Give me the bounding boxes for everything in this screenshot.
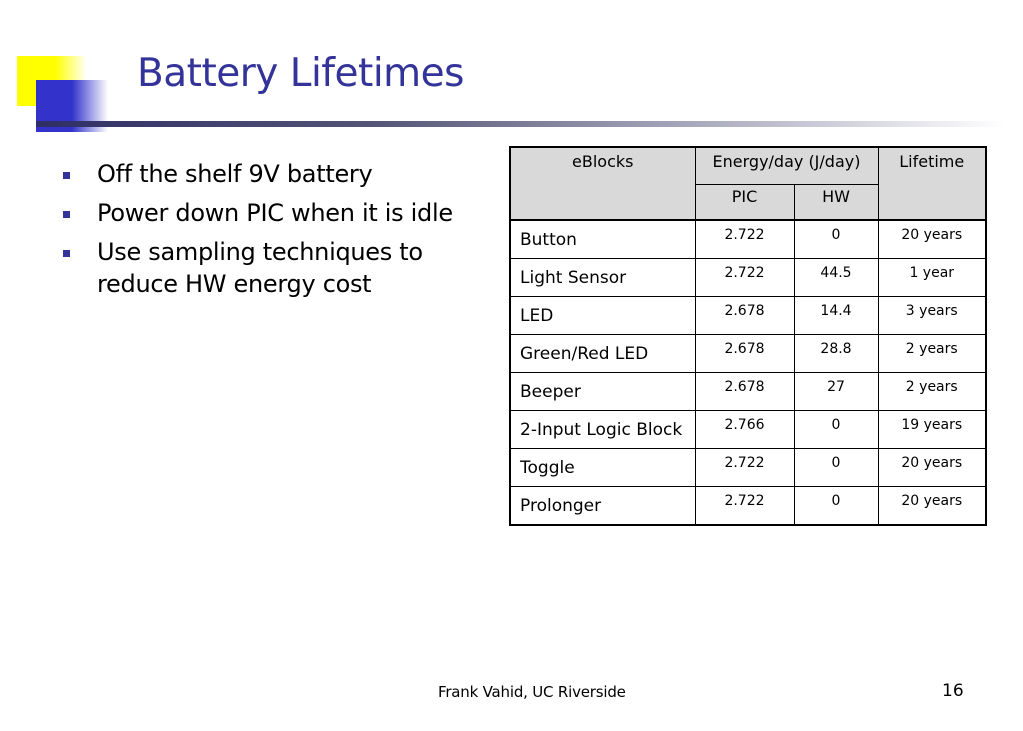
cell-lifetime: 2 years: [878, 335, 986, 373]
square-bullet-icon: [63, 172, 70, 179]
table-header: [510, 147, 986, 220]
cell-pic-energy: 2.678: [695, 335, 794, 373]
cell-pic-energy: 2.766: [695, 411, 794, 449]
bullet-item: [60, 236, 460, 300]
cell-hw-energy: 28.8: [794, 335, 878, 373]
bullet-list: [60, 158, 460, 307]
bullet-item: [60, 158, 460, 190]
cell-lifetime: 19 years: [878, 411, 986, 449]
cell-lifetime: 20 years: [878, 220, 986, 259]
table-row: [510, 373, 986, 411]
cell-eblock-name: LED: [510, 297, 695, 335]
header-eblocks: eBlocks: [510, 147, 695, 220]
cell-hw-energy: 0: [794, 487, 878, 526]
cell-lifetime: 1 year: [878, 259, 986, 297]
header-pic: PIC: [695, 185, 794, 221]
cell-hw-energy: 27: [794, 373, 878, 411]
header-row: [510, 147, 986, 185]
table-row: [510, 297, 986, 335]
table-row: [510, 259, 986, 297]
cell-pic-energy: 2.722: [695, 449, 794, 487]
cell-eblock-name: Light Sensor: [510, 259, 695, 297]
table-row: [510, 220, 986, 259]
header-lifetime: Lifetime: [878, 147, 986, 220]
battery-lifetime-table: [509, 146, 987, 526]
cell-lifetime: 20 years: [878, 449, 986, 487]
slide-title: Battery Lifetimes: [137, 51, 464, 96]
header-hw: HW: [794, 185, 878, 221]
cell-hw-energy: 0: [794, 411, 878, 449]
cell-lifetime: 20 years: [878, 487, 986, 526]
bullet-text: Use sampling techniques to reduce HW energy cost: [97, 238, 423, 298]
header-energy-per-day: Energy/day (J/day): [695, 147, 878, 185]
cell-eblock-name: Beeper: [510, 373, 695, 411]
page-number: 16: [942, 681, 964, 701]
table-row: [510, 411, 986, 449]
bullet-item: [60, 197, 460, 229]
cell-hw-energy: 0: [794, 220, 878, 259]
cell-hw-energy: 44.5: [794, 259, 878, 297]
cell-eblock-name: Button: [510, 220, 695, 259]
bullet-text: Off the shelf 9V battery: [97, 160, 373, 188]
cell-pic-energy: 2.722: [695, 220, 794, 259]
table-row: [510, 335, 986, 373]
cell-eblock-name: Green/Red LED: [510, 335, 695, 373]
cell-eblock-name: 2-Input Logic Block: [510, 411, 695, 449]
cell-hw-energy: 14.4: [794, 297, 878, 335]
square-bullet-icon: [63, 211, 70, 218]
cell-pic-energy: 2.678: [695, 373, 794, 411]
square-bullet-icon: [63, 250, 70, 257]
cell-lifetime: 3 years: [878, 297, 986, 335]
cell-eblock-name: Toggle: [510, 449, 695, 487]
cell-hw-energy: 0: [794, 449, 878, 487]
table-row: [510, 449, 986, 487]
bullet-text: Power down PIC when it is idle: [97, 199, 453, 227]
cell-eblock-name: Prolonger: [510, 487, 695, 526]
table-row: [510, 487, 986, 526]
footer-credit: Frank Vahid, UC Riverside: [438, 683, 626, 701]
cell-pic-energy: 2.722: [695, 259, 794, 297]
cell-lifetime: 2 years: [878, 373, 986, 411]
cell-pic-energy: 2.722: [695, 487, 794, 526]
cell-pic-energy: 2.678: [695, 297, 794, 335]
table-body: [510, 220, 986, 525]
title-underline: [36, 121, 1006, 127]
